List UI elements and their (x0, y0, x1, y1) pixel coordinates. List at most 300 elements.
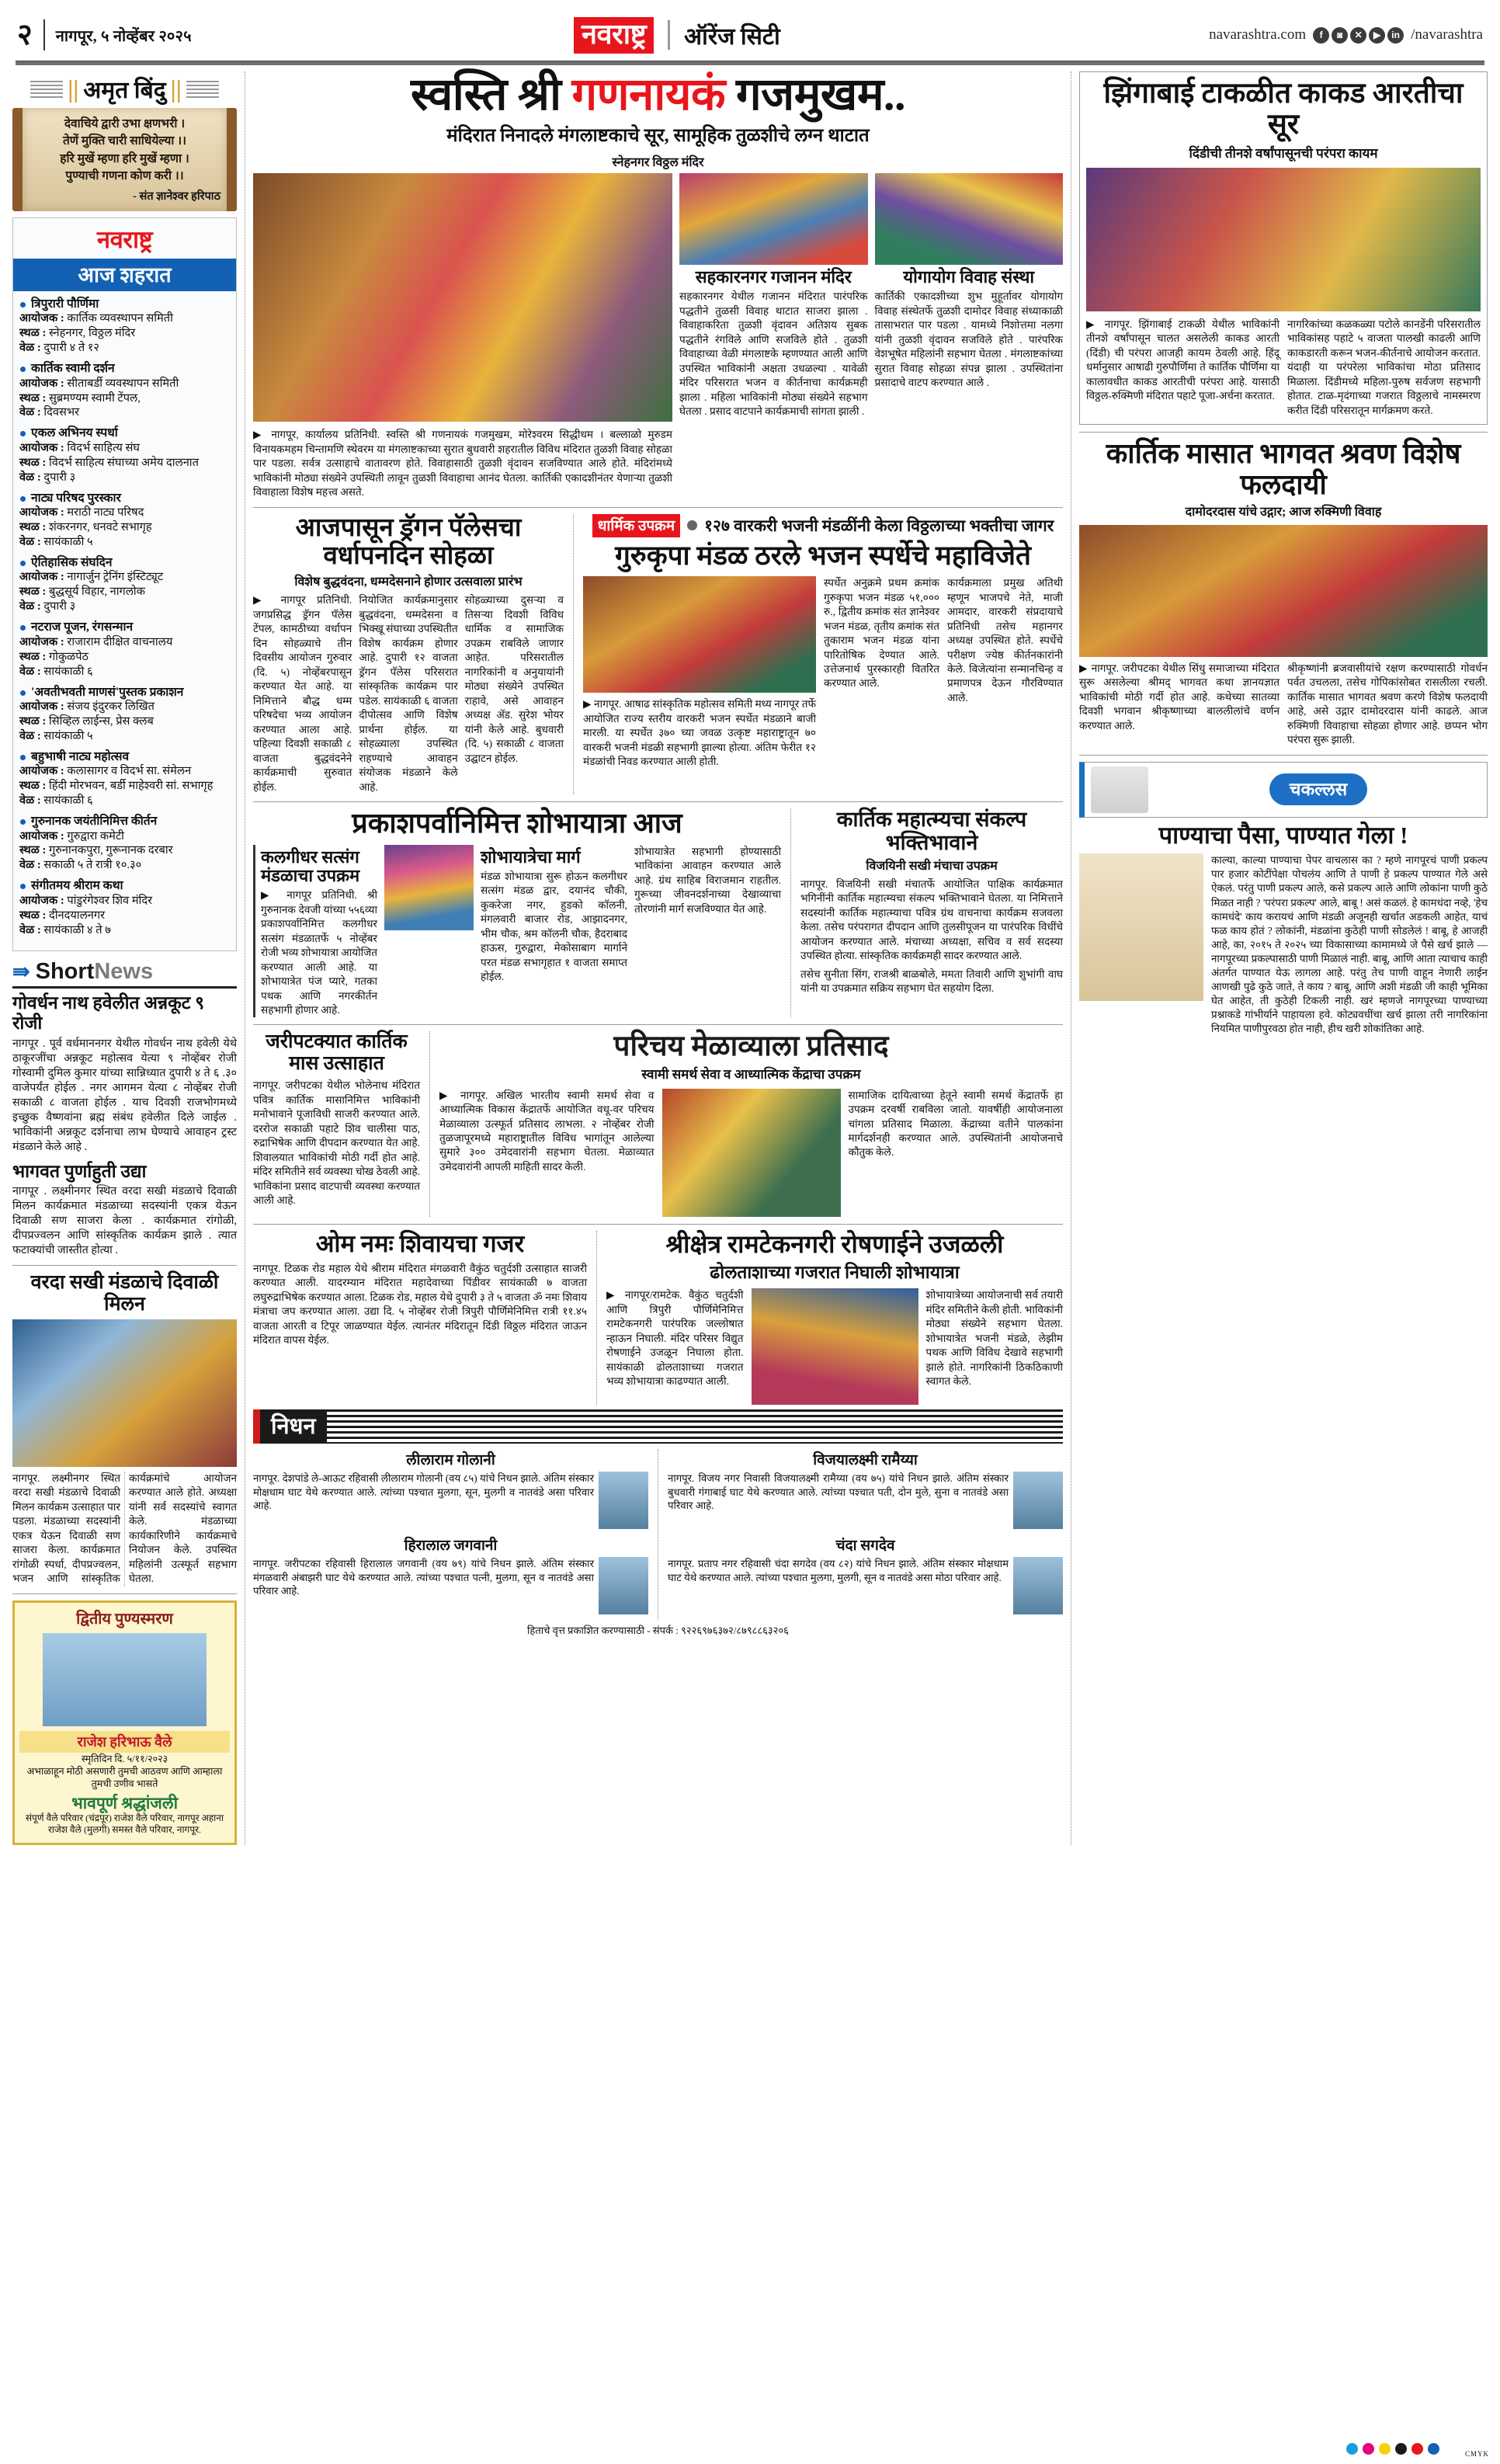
event-time (19, 729, 230, 744)
decor-lines-right-icon (186, 81, 219, 98)
obituary-entry (253, 1534, 648, 1614)
chakallas-headline: पाण्याचा पैसा, पाण्यात गेला ! (1158, 821, 1408, 849)
aaj-shaharat-logo (13, 218, 236, 259)
section-rule (253, 1224, 1063, 1225)
label-organizer: आयोजक : (19, 700, 64, 713)
chakallas-column (1079, 762, 1488, 1037)
dragon-palace-subhead: विशेष बुद्धवंदना, धम्मदेसनाने होणार उत्सवाला प्रारंभ (294, 575, 523, 589)
kartik-bhagwat-headline: कार्तिक मासात भागवत श्रवण विशेष फलदायी (1106, 438, 1461, 500)
prakash-parva-photo-block (384, 845, 474, 1018)
event-time-value: सायंकाळी ६ (43, 794, 93, 808)
prakash-parva-col-c (481, 845, 627, 1018)
memorial-title: द्वितीय पुण्यस्मरण (76, 1610, 173, 1628)
masthead-left (17, 19, 192, 50)
lead-photo-block-3 (875, 173, 1064, 499)
instagram-icon[interactable]: ◙ (1332, 27, 1348, 43)
nidhan-title: निधन (260, 1409, 327, 1444)
prakash-parva-route: मंडळ शोभायात्रा सुरू होऊन कलगीधर सत्संग मंडळ द्वार, दयानंद चौकी, कुकरेजा नगर, हुडको कॉलनी, मंगलवारी बाजार रोड, आझादनगर, भीम चौक, श्रम कॉलनी चौक, हैदराबाद हाऊस, गुरुद्वारा, मेकोसाबाग मार्गाने परत मंडळ सभागृहात १ वाजता समाप्त होईल. (481, 870, 627, 983)
row-two (253, 514, 1063, 795)
kartik-bhagwat-col1: ▶ नागपूर. जरीपटका येथील सिंधु समाजाच्या मंदिरात सुरू असलेल्या श्रीमद् भागवत कथा ज्ञानयज्ञात भाविकांची मोठी गर्दी होत आहे. कथेच्या सातव्या दिवशी भगवान श्रीकृष्णाच्या बाललीलांचे वर्णन करण्यात आले. (1079, 662, 1280, 732)
masthead-rule (16, 61, 1484, 65)
lead-main-text: ▶ नागपूर, कार्यालय प्रतिनिधी. स्वस्ति श्री गणनायकं गजमुखम, मोरेश्वरम सिद्धीधम । बल्लाळो मुरुडम विनायकमहम चिन्तामणि स्थेवरम या मंगलाष्टकाच्या सुरात बुधवारी शहरातील विविध मंदिरात तुळशी विवाह सोहळा पार पडला. सर्वत्र उत्साहाचे वातावरण होते. विवाहासाठी तुळशी वृंदावन सजविण्यात आले होते. मंदिरांमध्ये भाविकांनी मोठ्या संख्येने उपस्थिती लावून तुळशी विवाहाचा आनंद घेतला. कार्तिकी एकादशीनंतर येणाऱ्या तुळशी विवाहाला विशेष महत्त्व असते. (253, 429, 672, 499)
lead-col-text-1: सहकारनगर येथील गजानन मंदिरात पारंपरिक पद्धतीने तुळसी विवाह थाटात साजरा झाला . विवाहाकरिता तुळशी वृंदावन अतिशय सुबक पद्धतीने रंगविले आणि सजविले होते . तुळशी विवाहाच्या वेळी मंगलाष्टके म्हणण्यात आली आणि उपस्थित भाविकांनी अक्षता उधळल्या . यावेळी मंदिर परिसरात भजन व कीर्तनाचा कार्यक्रमही झाला . महिला भाविकांनी मोठ्या संख्येने सहभाग घेतला . प्रसाद वाटपाने कार्यक्रमाची सांगता झाली . (679, 290, 868, 418)
edition-name: ऑरेंज सिटी (684, 23, 780, 50)
event-venue-value: हिंदी मोरभवन, बर्डी माहेश्वरी सां. सभागृह (48, 780, 214, 793)
event-organizer (19, 377, 230, 391)
lead-headline-part2: गजमुखम.. (725, 69, 906, 120)
verse-attribution: - संत ज्ञानेश्वर हरिपाठ (133, 189, 220, 203)
row-three (253, 808, 1063, 1017)
lead-subhead: मंदिरात निनादले मंगलाष्टकाचे सूर, सामूहिक तुळशीचे लग्न थाटात (446, 126, 870, 147)
obituary-name: हिरालाल जगवानी (404, 1538, 498, 1555)
obituary-name: चंदा सगदेव (835, 1538, 895, 1555)
prakash-parva-sub-left: कलगीधर सत्संग मंडळाचा उपक्रम (261, 846, 360, 885)
chakallas-body: काल्या, काल्या पाण्याचा पेपर वाचलास का ? म्हणे नागपूरचं पाणी प्रकल्प पार हजार कोटींपेक्षा पोचलंय आणि ते पाणी हे प्रकल्प पाण्यात गेले असे ऐकलं. परंतु पाणी प्रकल्प आले, कसे प्रकल्प आले आणि लोकांना पाणी कुठे मिळत नाही ? 'परंपरा प्रकल्प' आले, बाबू ! असं कळलं. हे कामधंदा नव्हे, 'हेच कामधंदे' काय करायचं आणि मंडळी अजूनही खर्चात अडकली आहेत, याचं फळ काय होतं ? लोकांनी, मंडळांना कुठेही पाणी सोडलेलं ! बाबू, हे आजही आहे, का, २०१५ ते २०२५ च्या विकासाच्या कामामध्ये जे पैसे खर्च झाले — नागपूरच्या प्रकल्पासाठी पाणी मिळालं नाही. बाबू, आणि आता त्याचाच काही अंतर्गत पाण्यात येऊ लागला आहे. परंतु तेच पाणी वाहून नेणारी लाईन आणखी पुढे कुठे जाते, ते काय ? बाबू, आणि अशी मंडळी जी काही भूमिका घेत आहेत, ती कुठेही टिकली नाही. खरं म्हणजे नागपूरच्या पाण्याच्या प्रश्नाकडे गांभीर्याने पाहायला हवे. कोट्यवधींचा खर्च झाला तरी नागरिकांना नियमित पाणीपुरवठा होत नाही, हीच खरी शोकांतिका आहे. (1211, 854, 1488, 1035)
chakallas-cartoon (1079, 853, 1203, 1001)
label-venue: स्थळ : (19, 327, 47, 340)
obituary-entry (668, 1449, 1063, 1529)
event-venue (19, 714, 230, 729)
event-time-value: सायंकाळी ५ (43, 729, 93, 742)
dot-blue (1428, 2443, 1439, 2455)
obituary-name: विजयालक्ष्मी रामैय्या (813, 1452, 918, 1469)
brand-logo: नवराष्ट्र (574, 17, 654, 54)
lead-headline-part1: स्वस्ति श्री (410, 69, 572, 120)
gurukrupa-kicker-row (583, 514, 1063, 537)
list-item (19, 814, 230, 873)
obituary-portrait (599, 1557, 648, 1614)
nidhan-column-right (658, 1449, 1063, 1620)
gurukrupa-left (583, 576, 816, 769)
label-time: वेळ : (19, 923, 41, 937)
memorial-portrait (43, 1633, 207, 1726)
event-venue (19, 456, 230, 471)
event-organizer (19, 635, 230, 650)
amrit-bindu-scroll (12, 108, 237, 211)
cmyk-marker: CMYK (1464, 2450, 1489, 2458)
event-venue-value: शंकरनगर, धनवटे सभागृह (48, 521, 152, 534)
dateline: नागपूर, ५ नोव्हेंबर २०२५ (55, 27, 192, 45)
event-time-value: सकाळी ५ ते रात्री १०.३० (43, 859, 142, 872)
jaripatka-article (253, 1031, 420, 1216)
kartik-mahatmya-body2: तसेच सुनीता सिंग, राजश्री बाळबोले, ममता तिवारी आणि शुभांगी वाघ यांनी या उपक्रमात सक्रिय सहभाग घेत सहयोग दिला. (800, 968, 1063, 995)
event-venue-value: गुरुनानकपुरा, गुरूनानक दरबार (48, 844, 173, 857)
obituary-entry (253, 1449, 648, 1529)
ramtek-col1: ▶ नागपूर/रामटेक. वैकुंठ चतुर्दशी आणि त्रिपुरी पौर्णिमेनिमित्त रामटेकनगरी पारंपरिक जल्लोषात न्हाऊन निघाली. मंदिर परिसर विद्युत रोषणाईने उजळून निघाला होता. सायंकाळी ढोलताशाच्या गजरात भव्य शोभायात्रा काढण्यात आली. (606, 1289, 744, 1388)
registration-dots (1346, 2443, 1439, 2455)
event-time (19, 535, 230, 550)
section-rule (253, 801, 1063, 802)
ramtek-content (606, 1288, 1063, 1405)
gurukrupa-col3: कार्यक्रमाला प्रमुख अतिथी म्हणून भाजपचे नेते, माजी आमदार, वारकरी संप्रदायाचे प्रतिनिधी तसेच महानगर अध्यक्ष उपस्थित होते. स्पर्धेचे परीक्षण ज्येष्ठ कीर्तनकारांनी केले. विजेत्यांना सन्मानचिन्ह व प्रमाणपत्र देऊन गौरविण्यात आले. (947, 577, 1063, 704)
aaj-shaharat-heading: आज शहरात (13, 259, 236, 291)
label-organizer: आयोजक : (19, 635, 64, 648)
kartik-mahatmya-subhead: विजयिनी सखी मंचाचा उपक्रम (866, 859, 998, 873)
short-news-title-b: News (94, 958, 154, 984)
nidhan-header (253, 1409, 1063, 1444)
event-organizer-value: नागार्जुन ट्रेनिंग इंस्टिट्यूट (67, 571, 164, 584)
gurukrupa-col2: स्पर्धेत अनुक्रमे प्रथम क्रमांक गुरुकृपा भजन मंडळ ५१,००० रु., द्वितीय क्रमांक संत ज्ञानेश्वर भजन मंडळ, तृतीय क्रमांक संत तुकाराम भजन मंडळ यांना पारितोषिक देण्यात आले. उत्तेजनार्थ पुरस्कारही वितरित करण्यात आले. (824, 577, 939, 690)
masthead (12, 11, 1488, 59)
linkedin-icon[interactable]: in (1387, 27, 1404, 43)
verse-line-1: देवाचिये द्वारी उभा क्षणभरी । (64, 117, 186, 130)
label-venue: स्थळ : (19, 780, 47, 793)
event-venue (19, 779, 230, 794)
event-venue-value: दीनदयालनगर (48, 909, 106, 922)
youtube-icon[interactable]: ▶ (1369, 27, 1385, 43)
event-organizer-value: सीताबर्डी व्यवस्थापन समिती (67, 377, 179, 390)
dot-black (1395, 2443, 1407, 2455)
event-organizer (19, 700, 230, 714)
kartik-mahatmya-article (790, 808, 1063, 1017)
event-organizer-value: पांडुरंगेश्वर शिव मंदिर (67, 894, 153, 907)
obituary-body-row (253, 1557, 648, 1614)
list-item (19, 685, 230, 744)
decor-pipe-right-icon: || (170, 75, 182, 103)
x-icon[interactable]: ✕ (1350, 27, 1366, 43)
event-title: नटराज पूजन, रंगसन्मान (19, 620, 230, 634)
event-time (19, 858, 230, 873)
section-rule (12, 1265, 237, 1266)
label-time: वेळ : (19, 729, 41, 742)
label-venue: स्थळ : (19, 844, 47, 857)
event-organizer-value: विदर्भ साहित्य संघ (67, 441, 140, 454)
lead-photo-2 (679, 173, 868, 265)
lead-headline (253, 69, 1063, 120)
section-rule (12, 1593, 237, 1594)
aaj-shaharat-brand: नवराष्ट्र (96, 225, 153, 253)
dragon-palace-columns (253, 593, 564, 794)
list-item (19, 491, 230, 550)
list-item (19, 878, 230, 937)
kartik-bhagwat-photo (1079, 525, 1488, 657)
section-rule (253, 507, 1063, 508)
event-venue (19, 520, 230, 535)
prakash-parva-content (253, 845, 781, 1018)
event-title: बहुभाषी नाट्य महोत्सव (19, 749, 230, 764)
event-title: नाट्य परिषद पुरस्कार (19, 491, 230, 506)
short-news-title (36, 959, 153, 985)
event-time-value: सायंकाळी ५ (43, 536, 93, 549)
event-time (19, 341, 230, 356)
lead-photo-caption-2: योगायोग विवाह संस्था (903, 267, 1035, 287)
social-icon-group (1313, 27, 1404, 43)
lead-location-caption: स्नेहनगर विठ्ठल मंदिर (612, 156, 704, 170)
label-venue: स्थळ : (19, 521, 47, 534)
lead-main-photo (253, 173, 672, 422)
event-venue (19, 909, 230, 923)
event-organizer-value: कार्तिक व्यवस्थापन समिती (67, 312, 173, 325)
event-time (19, 794, 230, 808)
dragon-palace-col1: ▶ नागपूर प्रतिनिधी. जगप्रसिद्ध ड्रॅगन पॅलेस टेंपल, कामठीच्या वर्धापन दिन सोहळ्याचे तीन दिवसीय आयोजन गुरुवार (दि. ५) नोव्हेंबरपासून करण्यात येत आहे. या निमित्ताने बौद्ध धम्म परिषदेचा भव्य आयोजन करण्यात आला आहे. पहिल्या दिवशी सकाळी ८ वाजता बुद्धवंदनेने कार्यक्रमाची सुरुवात होईल. (253, 594, 352, 793)
event-venue (19, 326, 230, 341)
facebook-icon[interactable]: f (1313, 27, 1329, 43)
memorial-name: राजेश हरिभाऊ वैले (19, 1731, 230, 1753)
parichay-col2: सामाजिक दायित्वाच्या हेतूने स्वामी समर्थ केंद्रातर्फे हा उपक्रम दरवर्षी राबविला जातो. यावर्षीही आयोजनाला चांगला प्रतिसाद मिळाला. केंद्राच्या वतीने पालकांना मार्गदर्शनही करण्यात आले. उपस्थितांनी आयोजनाचे कौतुक केले. (848, 1089, 1063, 1159)
om-namah-headline: ओम नमः शिवायचा गजर (315, 1229, 525, 1257)
lead-photo-caption-1: सहकारनगर गजानन मंदिर (695, 267, 852, 287)
label-time: वेळ : (19, 794, 41, 808)
event-organizer-value: कलासागर व विदर्भ सा. संमेलन (67, 765, 192, 778)
lead-photo-block-2 (679, 173, 868, 499)
event-list (13, 291, 236, 950)
label-venue: स्थळ : (19, 650, 47, 663)
label-time: वेळ : (19, 342, 41, 355)
kartik-bhagwat-columns (1079, 662, 1488, 748)
memorial-footer: संपूर्ण वैले परिवार (चंद्रपूर) राजेश वैले परिवार, नागपूर अहाना राजेश वैले (मुलगी) समस्त वैले परिवार, नागपूर. (25, 1812, 224, 1835)
page-grid (12, 71, 1488, 1845)
parichay-content (439, 1089, 1063, 1217)
obituary-text: नागपूर. विजय नगर निवासी विजयालक्ष्मी रामैय्या (वय ७५) यांचे निधन झाले. अंतिम संस्कार बुधवारी गंगाबाई घाट येथे करण्यात आले. त्यांच्या पश्चात पती, दोन मुले, सुना व नातवंडे असा परिवार आहे. (668, 1472, 1009, 1512)
chakallas-content (1079, 853, 1488, 1036)
obituary-body-row (253, 1472, 648, 1529)
memorial-banner: भावपूर्ण श्रद्धांजली (71, 1793, 179, 1812)
event-organizer-value: राजाराम दीक्षित वाचनालय (67, 635, 173, 648)
label-organizer: आयोजक : (19, 377, 64, 390)
event-title: एकल अभिनय स्पर्धा (19, 426, 230, 440)
gurukrupa-photo (583, 576, 816, 693)
label-organizer: आयोजक : (19, 506, 64, 520)
event-venue-value: स्नेहनगर, विठ्ठल मंदिर (48, 327, 136, 340)
obituary-portrait (1013, 1557, 1063, 1614)
label-venue: स्थळ : (19, 391, 47, 405)
lead-story (253, 71, 1063, 500)
obituary-portrait (599, 1472, 648, 1529)
event-time-value: सायंकाळी ६ (43, 665, 93, 678)
obituary-name: लीलाराम गोलानी (406, 1452, 495, 1469)
om-namah-article (253, 1231, 587, 1406)
section-rule (1079, 755, 1488, 756)
masthead-divider (43, 19, 45, 50)
event-title: ऐतिहासिक संघदिन (19, 555, 230, 570)
parichay-photo (662, 1089, 841, 1217)
label-organizer: आयोजक : (19, 312, 64, 325)
nidhan-entries (253, 1449, 1063, 1620)
masthead-brand (574, 17, 780, 54)
lead-main-photo-block (253, 173, 672, 499)
short-news-item (12, 1162, 237, 1258)
varda-sakhi-photo (12, 1319, 237, 1467)
event-venue-value: सिव्हिल लाईन्स, प्रेस क्लब (48, 714, 154, 728)
section-rule (1079, 432, 1488, 433)
short-news-header (12, 959, 237, 989)
label-organizer: आयोजक : (19, 894, 64, 907)
label-time: वेळ : (19, 665, 41, 678)
event-time-value: दुपारी ३ (43, 600, 76, 613)
nidhan-red-bar (253, 1409, 260, 1444)
label-organizer: आयोजक : (19, 829, 64, 843)
lead-headline-highlight: गणनायकं (571, 69, 725, 120)
dot-red (1411, 2443, 1423, 2455)
event-time (19, 405, 230, 420)
event-time-value: सायंकाळी ४ ते ७ (43, 923, 111, 937)
short-news-headline: गोवर्धन नाथ हवेलीत अन्नकूट ९ रोजी (12, 992, 205, 1034)
aaj-shaharat-box (12, 217, 237, 951)
jhingabai-story (1079, 71, 1488, 425)
label-venue: स्थळ : (19, 586, 47, 599)
short-news-headline: भागवत पुर्णाहुती उद्या (12, 1161, 147, 1181)
short-news-item (12, 993, 237, 1155)
event-time (19, 923, 230, 938)
amrit-bindu-title-row (12, 71, 237, 108)
label-time: वेळ : (19, 600, 41, 613)
prakash-parva-sub-right: शोभायात्रेचा मार्ग (481, 846, 581, 867)
label-organizer: आयोजक : (19, 571, 64, 584)
ramtek-headline: श्रीक्षेत्र रामटेकनगरी रोषणाईने उजळली (665, 1229, 1004, 1258)
religious-activity-badge: धार्मिक उपक्रम (592, 514, 680, 537)
event-organizer (19, 894, 230, 909)
section-rule (253, 1024, 1063, 1025)
chakallas-badge-wrap (1156, 773, 1481, 805)
event-organizer (19, 441, 230, 456)
event-organizer-value: संजय इंदुरकर लिखित (67, 700, 155, 713)
obituary-text: नागपूर. जरीपटका रहिवासी हिरालाल जगवानी (वय ७९) यांचे निधन झाले. अंतिम संस्कार मंगळवारी अंबाझरी घाट येथे करण्यात आले. त्यांच्या पश्चात पत्नी, मुलगा, सून व नातवंडे असा परिवार आहे. (253, 1558, 594, 1597)
prakash-parva-body: ▶ नागपूर प्रतिनिधी. श्री गुरुनानक देवजी यांच्या ५५६व्या प्रकाशपर्वानिमित्त कलगीधर सत्संग मंडळातर्फे ५ नोव्हेंबर रोजी भव्य शोभायात्रा आयोजित करण्यात आली आहे. या शोभायात्रेत पंज प्यारे, गतका पथक आणि नगरकीर्तन सहभागी होणार आहे. (261, 889, 377, 1016)
event-title: 'अवतीभवती माणसं'पुस्तक प्रकाशन (19, 685, 230, 700)
lead-photo-3 (875, 173, 1064, 265)
memorial-body: अभाळाहून मोठी असणारी तुमची आठवण आणि आम्हाला तुमची उणीव भासते (26, 1766, 223, 1790)
ramtek-col2: शोभायात्रेच्या आयोजनाची सर्व तयारी मंदिर समितीने केली होती. भाविकांनी मोठ्या संख्येने सहभाग घेतला. शोभायात्रेत भजनी मंडळे, लेझीम पथक आणि विविध देखावे सहभागी झाले होते. नागरिकांनी ठिकठिकाणी स्वागत केले. (925, 1289, 1063, 1388)
event-title: गुरुनानक जयंतीनिमित्त कीर्तन (19, 814, 230, 829)
kartik-bhagwat-subhead: दामोदरदास यांचे उद्गार; आज रुक्मिणी विवाह (1185, 506, 1382, 520)
decor-pipe-left-icon: || (68, 75, 79, 103)
prakash-parva-article (253, 808, 781, 1017)
event-time-value: दुपारी ४ ते १२ (43, 342, 99, 355)
event-time (19, 471, 230, 485)
prakash-parva-body2: शोभायात्रेत सहभागी होण्यासाठी भाविकांना आवाहन करण्यात आले आहे. ग्रंथ साहिब विराजमान राहतील. गुरूच्या जीवनदर्शनाच्या देखाव्याचा तोरणांनी मार्ग सजविण्यात येत आहे. (634, 845, 781, 915)
dragon-palace-col3: सोहळ्याच्या दुसऱ्या व तिसऱ्या दिवशी विविध धार्मिक व सामाजिक उपक्रम राबविले जाणार आहेत. परिसरातील नागरिकांनी व अनुयायांनी मोठ्या संख्येने उपस्थित राहावे, असे आवाहन अध्यक्ष ॲड. सुरेश भोयर यांनी केले आहे. बुधवारी (दि. ५) सकाळी ८ वाजता उद्घाटन होईल. (464, 594, 564, 764)
event-title: त्रिपुरारी पौर्णिमा (19, 297, 230, 311)
label-venue: स्थळ : (19, 909, 47, 922)
memorial-dates: स्मृतिदिन दि. ५/११/२०२३ (81, 1753, 168, 1764)
kartik-mahatmya-body: नागपूर. विजयिनी सखी मंचातर्फे आयोजित पाक्षिक कार्यक्रमात भगिनींनी कार्तिक महात्म्यचा संकल्प भक्तिभावाने घेतला. या निमित्ताने सदस्यांनी कार्तिक महात्म्याचा पवित्र ग्रंथ वाचनाचा कार्यक्रम सजवला केला. तसेच परंपरागत दीपदान आणि तुलसीपूजन या पारंपरिक विधींचे आयोजन करण्यात आले. मंचाच्या अध्यक्षा, सचिव व सर्व सदस्या उपस्थित होत्या. सांस्कृतिक कार्यक्रमही सादर करण्यात आले. (800, 878, 1063, 962)
dragon-palace-col2: नियोजित कार्यक्रमानुसार बुद्धवंदना, धम्मदेसना व भिक्खू संघाच्या उपस्थितीत विशेष कार्यक्रम होणार आहे. दुपारी १२ वाजता ड्रॅगन पॅलेस परिसरात सांस्कृतिक कार्यक्रम पार पडेल. सायंकाळी ६ वाजता दीपोत्सव आणि विशेष प्रार्थना होईल. या सोहळ्याला उपस्थित राहण्याचे आवाहन संयोजक मंडळाने केले आहे. (359, 594, 458, 793)
label-time: वेळ : (19, 406, 41, 419)
label-organizer: आयोजक : (19, 765, 64, 778)
list-item (19, 426, 230, 485)
prakash-parva-headline: प्रकाशपर्वानिमित्त शोभायात्रा आज (352, 808, 682, 839)
short-news-title-a: Short (35, 958, 95, 984)
parichay-col1: ▶ नागपूर. अखिल भारतीय स्वामी समर्थ सेवा व आध्यात्मिक विकास केंद्रातर्फे आयोजित वधू-वर परिचय मेळाव्याला उत्स्फूर्त प्रतिसाद लाभला. २ नोव्हेंबर रोजी तुळजापूरमध्ये महाराष्ट्रातील विविध भागांतून आलेल्या सुमारे ३०० उमेदवारांनी सहभाग घेतला. मेळाव्यात उमेदवारांनी आपली माहिती सादर केली. (439, 1089, 655, 1173)
label-venue: स्थळ : (19, 714, 47, 728)
short-news-body: नागपूर . पूर्व वर्धमाननगर येथील गोवर्धन नाथ हवेली येथे ठाकूरजींचा अन्नकूट महोत्सव येत्या ९ नोव्हेंबर रोजी गोस्वामी दुमिल कुमार यांच्या सान्निध्यात दुपारी ४ ते ६ .३० वाजेपर्यंत होईल . नगर आगमन येत्या ८ नोव्हेंबर रोजी सकाळी ८ वाजता होईल . याच दिवशी राजभोगमध्ये इच्छुक वैष्णवांना ब्रह्म संबंध हवेलीत दिले जाईल . भाविकांनी अन्नकूट दर्शनाचा लाभ घेण्याचे आवाहन ट्रस्ट मंडळाने केले आहे . (12, 1037, 237, 1153)
social-handle: /navarashtra (1411, 26, 1483, 43)
event-venue-value: विदर्भ साहित्य संघाच्या अमेय दालनात (48, 456, 199, 469)
event-venue-value: गोकुळपेठ (48, 650, 89, 663)
brand-separator (668, 20, 670, 50)
memorial-advertisement (12, 1600, 237, 1845)
event-time (19, 599, 230, 614)
jhingabai-photo (1086, 168, 1481, 311)
dot-cyan (1346, 2443, 1358, 2455)
kartik-mahatmya-headline: कार्तिक महात्म्यचा संकल्प भक्तिभावाने (836, 808, 1027, 854)
label-venue: स्थळ : (19, 456, 47, 469)
chakallas-badge: चकल्लस (1269, 773, 1367, 805)
event-title: कार्तिक स्वामी दर्शन (19, 361, 230, 376)
prakash-parva-col-d (634, 845, 781, 1018)
event-venue (19, 843, 230, 858)
jaripatka-headline: जरीपटक्यात कार्तिक मास उत्साहात (266, 1031, 408, 1074)
obituary-portrait (1013, 1472, 1063, 1529)
jhingabai-headline: झिंगाबाई टाकळीत काकड आरतीचा सूर (1103, 78, 1464, 141)
list-item (19, 297, 230, 356)
dot-yellow (1379, 2443, 1391, 2455)
label-organizer: आयोजक : (19, 441, 64, 454)
varda-sakhi-body: नागपूर. लक्ष्मीनगर स्थित वरदा सखी मंडळाचे दिवाळी मिलन कार्यक्रम उत्साहात पार पडला. मंडळाच्या सदस्यांनी एकत्र येऊन दिवाळी सण साजरा केला. कार्यक्रमात रांगोळी स्पर्धा, दीपप्रज्वलन, भजन आणि सांस्कृतिक कार्यक्रमांचे आयोजन करण्यात आले होते. अध्यक्षा यांनी सर्व सदस्यांचे स्वागत केले. मंडळाच्या कार्यकारिणीने कार्यक्रमाचे नियोजन केले. उपस्थित महिलांनी उत्स्फूर्त सहभाग घेतला. (12, 1472, 237, 1585)
ramtek-article (596, 1231, 1063, 1406)
gurukrupa-col1: ▶ नागपूर. आषाढ सांस्कृतिक महोत्सव समिती मध्य नागपूर तर्फे आयोजित राज्य स्तरीय वारकरी भजन स्पर्धेत मंडळाने बाजी मारली. या स्पर्धेत ३७० च्या जवळ उत्कृष्ट महाराष्ट्रातून ७० वारकरी भजनी मंडळी सहभागी झाल्या होत्या. अंतिम फेरीत १२ मंडळांची निवड करण्यात आली होती. (583, 698, 816, 768)
jaripatka-body: नागपूर. जरीपटका येथील भोलेनाथ मंदिरात पवित्र कार्तिक मासानिमित्त भाविकांनी मनोभावाने पूजाविधी साजरी करण्यात आले. दररोज सकाळी पहाटे शिव चालीसा पाठ, रुद्राभिषेक आणि दीपदान करण्यात येत आहे. शिवालयात भाविकांची मोठी गर्दी होत आहे. मंदिर समितीने सर्व व्यवस्था चोख ठेवली आहे. भाविकांना प्रसाद वाटपाची व्यवस्था करण्यात आली आहे. (253, 1079, 420, 1207)
ramtek-photo (752, 1288, 918, 1405)
event-organizer-value: मराठी नाट्य परिषद (67, 506, 144, 520)
event-venue (19, 650, 230, 665)
event-organizer (19, 570, 230, 585)
event-organizer (19, 506, 230, 520)
website-url[interactable]: navarashtra.com (1209, 26, 1307, 43)
jhingabai-columns (1086, 318, 1481, 418)
obituary-entry (668, 1534, 1063, 1614)
row-four (253, 1031, 1063, 1216)
obituary-text: नागपूर. प्रताप नगर रहिवासी चंदा सगदेव (वय ८२) यांचे निधन झाले. अंतिम संस्कार मोक्षधाम घाट येथे करण्यात आले. त्यांच्या पश्चात मुलगा, मुलगी, सून व नातवंडे असा मोठा परिवार आहे. (668, 1558, 1009, 1583)
decor-lines-left-icon (30, 81, 63, 98)
cartoon-wrestler-icon (1091, 766, 1148, 813)
list-item (19, 555, 230, 614)
event-organizer-value: गुरुद्वारा कमेटी (67, 829, 124, 843)
contact-footer-note: हिताचे वृत्त प्रकाशित करण्यासाठी - संपर्क : ९२२६९७६३७२/८७९८८६३२०६ (527, 1625, 789, 1637)
label-time: वेळ : (19, 536, 41, 549)
event-time (19, 665, 230, 679)
gurukrupa-headline: गुरुकृपा मंडळ ठरले भजन स्पर्धेचे महाविजेते (615, 540, 1031, 571)
right-column (1071, 71, 1488, 1845)
label-time: वेळ : (19, 471, 41, 484)
page-number: २ (17, 19, 33, 51)
amrit-bindu-box (12, 71, 237, 211)
event-organizer (19, 829, 230, 844)
varda-sakhi-headline: वरदा सखी मंडळाचे दिवाळी मिलन (30, 1272, 219, 1315)
chakallas-header (1079, 762, 1488, 818)
list-item (19, 361, 230, 420)
event-venue (19, 585, 230, 599)
event-venue-value: सुब्रमण्यम स्वामी टेंपल, (48, 391, 141, 405)
jhingabai-col2: नागरिकांच्या कळकळ्या पटोले कानडेंनी परिसरातील भाविकांसह पहाटे ५ वाजता पालखी काढली आणि काकडारती करून भजन-कीर्तनाचे आयोजन करतात. यंदाही या परंपरेला भाविकांचा मोठा प्रतिसाद मिळाला. दिंडीमध्ये महिला-पुरुष सर्वजण सहभागी होतात. टाळ-मृदंगाच्या गजरात विठ्ठलाचे नामस्मरण करीत दिंडी परिसरातून मार्गक्रमण करते. (1287, 318, 1481, 416)
event-time-value: दुपारी ३ (43, 471, 76, 484)
chakallas-illustration-block (1079, 853, 1203, 1036)
event-venue (19, 391, 230, 406)
ramtek-photo-block (752, 1288, 918, 1405)
gurukrupa-content (583, 576, 1063, 769)
amrit-bindu-title: अमृत बिंदु (83, 78, 166, 103)
lead-col-text-2: कार्तिकी एकादशीच्या शुभ मुहूर्तावर योगायोग विवाह संस्थेतर्फे तुळशी दामोदर विवाह संध्याकाळी तासाभरात पार पडला . यामध्ये निशोत्तमा नलगा यांनी तुळशी वृंदावन सजविले होते . पारंपरिक वेशभूषेत महिलांनी सहभाग घेतला . मंगलाष्टकांच्या सुरात विवाह सोहळा संपन्न झाला . उपस्थितांना प्रसादाचे वाटप करण्यात आले . (874, 290, 1063, 389)
dragon-palace-article (253, 514, 564, 795)
nidhan-column-left (253, 1449, 648, 1620)
varda-sakhi-article (12, 1272, 237, 1586)
kartik-bhagwat-col2: श्रीकृष्णांनी ब्रजवासीयांचे रक्षण करण्यासाठी गोवर्धन पर्वत उचलला, तसेच गोपिकांसोबत रासलीला रचली. कार्तिक मासात भागवत श्रवण करणे विशेष फलदायी आहे, असे उद्गार दामोदरदास यांनी काढले. आज रुक्मिणी विवाहाचा सोहळा होणार आहे. छप्पन भोग परंपरा सुरू झाली. (1287, 662, 1488, 746)
verse-line-4: पुण्याची गणना कोण करी ।। (65, 169, 184, 183)
event-title: संगीतमय श्रीराम कथा (19, 878, 230, 893)
label-time: वेळ : (19, 859, 41, 872)
row-five (253, 1231, 1063, 1406)
om-namah-body: नागपूर. टिळक रोड महाल येथे श्रीराम मंदिरात मंगळवारी वैकुंठ चतुर्दशी उत्साहात साजरी करण्यात आली. यादरम्यान मंदिरात महादेवाच्या पिंडीवर सायंकाळी ७ वाजता लघुरुद्राभिषेक करण्यात आला. टिळक रोड, महाल येथे दुपारी ३ ते ५ वाजता ॐ नमः शिवाय मंत्राचा जप करण्यात आला. उद्या दि. ५ नोव्हेंबर रोजी त्रिपुरी पौर्णिमेनिमित्त रात्री ११.४५ वाजता आरती व टिपूर जाळण्यात येईल. त्यानंतर मंदिरातून दिंडी विठ्ठल मंदिरात जाऊन मंदिरात वापस येईल. (253, 1262, 587, 1347)
gurukrupa-article (573, 514, 1063, 795)
middle-column (245, 71, 1071, 1845)
bullet-dot-icon (687, 520, 697, 530)
ramtek-subhead: ढोलताशाच्या गजरात निघाली शोभायात्रा (710, 1262, 960, 1282)
obituary-text: नागपूर. देशपांडे ले-आऊट रहिवासी लीलाराम गोलानी (वय ८५) यांचे निधन झाले. अंतिम संस्कार मोक्षधाम घाट येथे करण्यात आले. त्यांच्या पश्चात मुलगा, सून, मुलगी व नातवंडे असा परिवार आहे. (253, 1472, 594, 1512)
parichay-photo-block (662, 1089, 841, 1217)
kartik-bhagwat-article (1079, 439, 1488, 747)
short-news-body: नागपूर . लक्ष्मीनगर स्थित वरदा सखी मंडळाचे दिवाळी मिलन कार्यक्रमात मंडळाच्या सदस्यांनी एकत्र येऊन दिवाळी सण साजरा केला . कार्यक्रमात रांगोळी, दीपप्रज्वलन आणि सांस्कृतिक कार्यक्रम झाले . त्यात फटाक्यांची जास्तीत होत्या . (12, 1185, 237, 1256)
lead-photo-row (253, 173, 1063, 499)
